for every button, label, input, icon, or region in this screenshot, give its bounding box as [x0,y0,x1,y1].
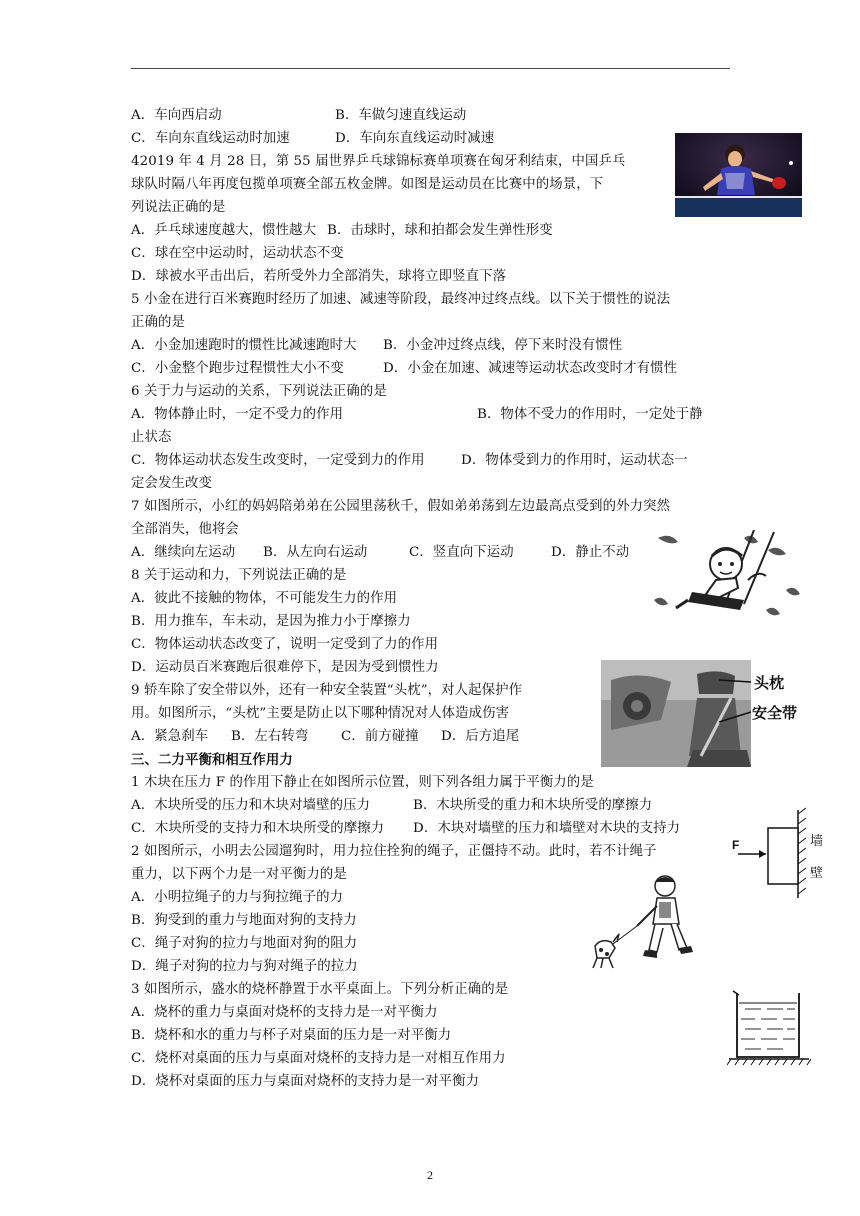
text-segment: 5 小金在进行百米赛跑时经历了加速、减速等阶段，最终冲过终点线。以下关于惯性的说法 [131,292,671,307]
text-segment: D．球被水平击出后，若所受外力全部消失，球将立即竖直下落 [131,269,507,284]
seatbelt-label: 安全带 [752,704,798,722]
swing-illustration [648,530,803,624]
text-segment: B．物体不受力的作用时，一定处于静 [477,407,703,422]
text-segment: B．烧杯和水的重力与杯子对桌面的压力是一对平衡力 [131,1028,452,1043]
text-segment: C．物体运动状态发生改变时，一定受到力的作用 [131,453,425,468]
text-segment: A．烧杯的重力与桌面对烧杯的支持力是一对平衡力 [131,1005,438,1020]
text-segment: A．继续向左运动 [131,545,236,560]
wall-label-1: 墙 [810,834,824,849]
text-segment: D．物体受到力的作用时，运动状态一 [461,453,688,468]
text-segment: A．车向西启动 [131,108,222,123]
text-segment: A．乒乓球速度越大，惯性越大 [131,223,317,238]
text-segment: 全部消失，他将会 [131,522,239,537]
text-segment: A．小金加速跑时的惯性比减速跑时大 [131,338,357,353]
text-segment: C．车向东直线运动时加速 [131,131,290,146]
text-segment: C．前方碰撞 [341,729,419,744]
text-segment: C．小金整个跑步过程惯性大小不变 [131,361,344,376]
text-segment: 6 关于力与运动的关系，下列说法正确的是 [131,384,387,399]
text-segment: 8 关于运动和力，下列说法正确的是 [131,568,347,583]
text-segment: 9 轿车除了安全带以外，还有一种安全装置“头枕”，对人起保护作 [131,683,523,698]
text-segment: C．球在空中运动时，运动状态不变 [131,246,344,261]
text-segment: C．木块所受的支持力和木块所受的摩擦力 [131,821,385,836]
text-segment: B．用力推车，车未动，是因为推力小于摩擦力 [131,614,411,629]
text-segment: A．彼此不接触的物体，不可能发生力的作用 [131,591,398,606]
text-segment: D．小金在加速、减速等运动状态改变时才有惯性 [383,361,678,376]
text-segment: 7 如图所示，小红的妈妈陪弟弟在公园里荡秋千，假如弟弟荡到左边最高点受到的外力突然 [131,499,671,514]
text-segment: B．木块所受的重力和木块所受的摩擦力 [413,798,653,813]
text-segment: B．狗受到的重力与地面对狗的支持力 [131,913,357,928]
text-segment: B．车做匀速直线运动 [335,108,467,123]
text-segment: 定会发生改变 [131,476,212,491]
text-segment: 2 如图所示，小明去公园遛狗时，用力拉住拴狗的绳子，正僵持不动。此时，若不计绳子 [131,844,657,859]
text-segment: 用。如图所示，“头枕”主要是防止以下哪种情况对人体造成伤害 [131,706,510,721]
beaker-diagram [727,987,812,1072]
text-segment: C．绳子对狗的拉力与地面对狗的阻力 [131,936,358,951]
text-segment: D．绳子对狗的拉力与狗对绳子的拉力 [131,959,358,974]
text-segment: 1 木块在压力 F 的作用下静止在如图所示位置，则下列各组力属于平衡力的是 [131,775,594,790]
text-segment: D．烧杯对桌面的压力与桌面对烧杯的支持力是一对平衡力 [131,1074,480,1089]
text-segment: D．后方追尾 [441,729,520,744]
text-segment: D．车向东直线运动时减速 [335,131,495,146]
text-segment: B．击球时，球和拍都会发生弹性形变 [327,223,553,238]
block-wall-diagram [728,806,828,900]
dog-walking-illustration [587,872,697,972]
text-segment: A．紧急刹车 [131,729,209,744]
text-segment: 重力，以下两个力是一对平衡力的是 [131,867,347,882]
text-segment: 止状态 [131,430,172,445]
force-f-label: F [732,838,740,852]
text-segment: C．烧杯对桌面的压力与桌面对烧杯的支持力是一对相互作用力 [131,1051,506,1066]
headrest-label: 头枕 [754,674,785,692]
text-segment: A．木块所受的压力和木块对墙壁的压力 [131,798,371,813]
text-segment: 3 如图所示，盛水的烧杯静置于水平桌面上。下列分析正确的是 [131,982,509,997]
page-number: 2 [427,1168,433,1182]
table-tennis-photo [675,133,802,217]
car-interior-photo [601,660,806,767]
text-segment: A．物体静止时，一定不受力的作用 [131,407,344,422]
text-segment: B．小金冲过终点线，停下来时没有惯性 [383,338,623,353]
text-segment: C．竖直向下运动 [409,545,514,560]
text-segment: D．静止不动 [551,545,630,560]
text-segment: 正确的是 [131,315,185,330]
text-segment: 42019 年 4 月 28 日，第 55 届世界乒乓球锦标赛单项赛在匈牙利结束，中国乒乓 [131,154,626,169]
text-segment: A．小明拉绳子的力与狗拉绳子的力 [131,890,344,905]
text-segment: D．木块对墙壁的压力和墙壁对木块的支持力 [413,821,681,836]
text-segment: C．物体运动状态改变了，说明一定受到了力的作用 [131,637,439,652]
text-segment: 列说法正确的是 [131,200,226,215]
header-rule [131,68,730,69]
text-segment: 球队时隔八年再度包揽单项赛全部五枚金牌。如图是运动员在比赛中的场景，下 [131,177,604,192]
text-segment: B．左右转弯 [231,729,309,744]
wall-label-2: 壁 [810,866,824,881]
text-segment: B．从左向右运动 [263,545,368,560]
text-segment: D．运动员百米赛跑后很难停下，是因为受到惯性力 [131,660,439,675]
text-segment: 三、二力平衡和相互作用力 [131,752,293,768]
